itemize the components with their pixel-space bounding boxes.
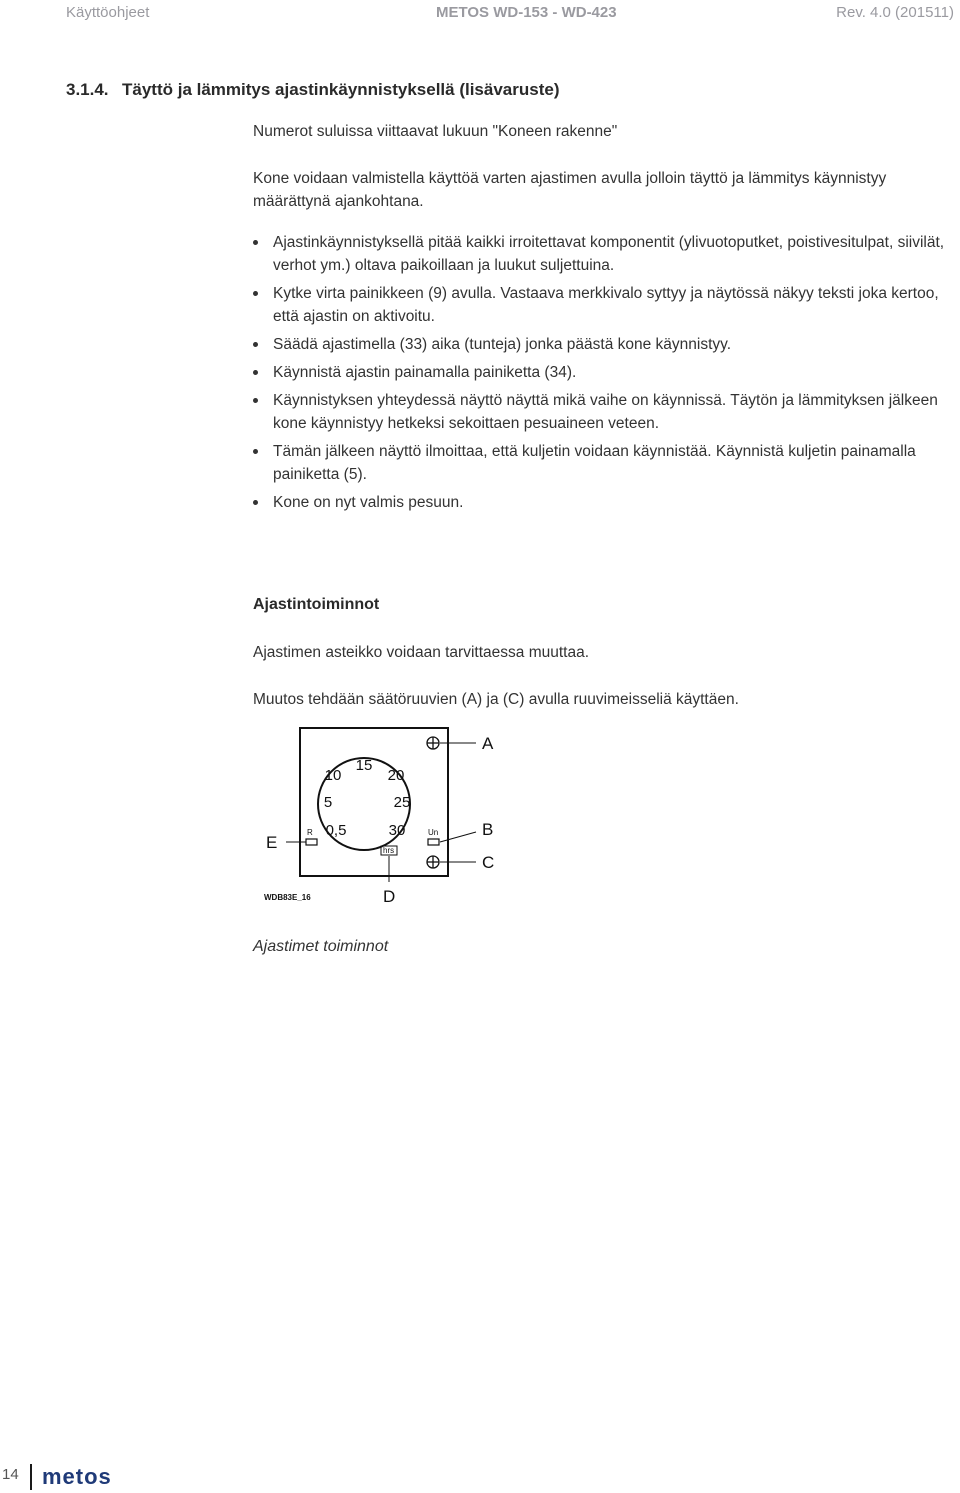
footer-divider: [30, 1464, 32, 1490]
list-item: Kone on nyt valmis pesuun.: [253, 491, 958, 514]
list-item: Ajastinkäynnistyksellä pitää kaikki irroitettavat komponentit (ylivuotoputket, poistivesitulpat, siivilät, verhot ym.) oltava paikoillaan ja luukut suljettuina.: [253, 231, 958, 277]
dial-value-25: 25: [393, 794, 411, 811]
header-revision: Rev. 4.0 (201511): [836, 4, 954, 21]
dial-value-5: 5: [323, 794, 333, 811]
brand-wordmark: metos: [42, 1467, 112, 1487]
bullet-icon: [253, 240, 258, 245]
figure-caption: Ajastimet toiminnot: [253, 938, 389, 955]
bullet-icon: [253, 500, 258, 505]
supply-indicator: [428, 839, 439, 845]
reset-indicator: [306, 839, 317, 845]
callout-c: C: [482, 853, 495, 872]
section-heading: [66, 80, 559, 100]
callout-e: E: [266, 833, 278, 852]
bullet-icon: [253, 449, 258, 454]
unit-label: hrs: [383, 846, 395, 855]
bullet-icon: [253, 291, 258, 296]
dial-value-30: 30: [388, 822, 406, 839]
metos-logo: [42, 1467, 160, 1487]
dial-value-20: 20: [387, 767, 405, 784]
header-doc-type: Käyttöohjeet: [66, 4, 150, 21]
timer-diagram: [250, 722, 520, 912]
header-model: METOS WD-153 - WD-423: [436, 4, 617, 21]
list-item: Tämän jälkeen näyttö ilmoittaa, että kuljetin voidaan käynnistää. Käynnistä kuljetin painamalla painiketta (5).: [253, 440, 958, 486]
dial-value-0-5: 0,5: [325, 822, 347, 839]
dial-value-10: 10: [324, 767, 342, 784]
reset-label: R: [307, 828, 313, 837]
list-item: Käynnistä ajastin painamalla painiketta (34).: [253, 361, 958, 384]
bullet-icon: [253, 398, 258, 403]
section-title: Täyttö ja lämmitys ajastinkäynnistyksellä (lisävaruste): [122, 80, 560, 99]
timer-para-2: Muutos tehdään säätöruuvien (A) ja (C) avulla ruuvimeisseliä käyttäen.: [253, 691, 739, 708]
bullet-icon: [253, 342, 258, 347]
timer-functions-heading: Ajastintoiminnot: [253, 596, 380, 613]
figure-code: WDB83E_16: [264, 893, 311, 902]
callout-b: B: [482, 820, 494, 839]
intro-note: Numerot suluissa viittaavat lukuun "Koneen rakenne": [253, 123, 618, 140]
dial-value-15: 15: [355, 757, 373, 774]
instruction-list: [253, 231, 958, 519]
timer-para-1: Ajastimen asteikko voidaan tarvittaessa muuttaa.: [253, 644, 590, 661]
list-item: Käynnistyksen yhteydessä näyttö näyttä mikä vaihe on käynnissä. Täytön ja lämmityksen jälkeen kone käynnistyy hetkeksi sekoittaen pesuaineen veteen.: [253, 389, 958, 435]
list-item: Kytke virta painikkeen (9) avulla. Vastaava merkkivalo syttyy ja näytössä näkyy teksti joka kertoo, että ajastin on aktivoitu.: [253, 282, 958, 328]
supply-label: Un: [428, 828, 439, 837]
section-number: 3.1.4.: [66, 80, 109, 99]
bullet-icon: [253, 370, 258, 375]
list-item: Säädä ajastimella (33) aika (tunteja) jonka päästä kone käynnistyy.: [253, 333, 958, 356]
callout-d: D: [383, 887, 396, 906]
adjust-screw-a-icon: [427, 737, 439, 749]
intro-description: Kone voidaan valmistella käyttöä varten ajastimen avulla jolloin täyttö ja lämmitys käynnistyy määrättynä ajankohtana.: [253, 170, 887, 210]
adjust-screw-c-icon: [427, 856, 439, 868]
callout-a: A: [482, 734, 494, 753]
timer-body-outline: [300, 728, 448, 876]
page-number: 14: [2, 1466, 19, 1483]
